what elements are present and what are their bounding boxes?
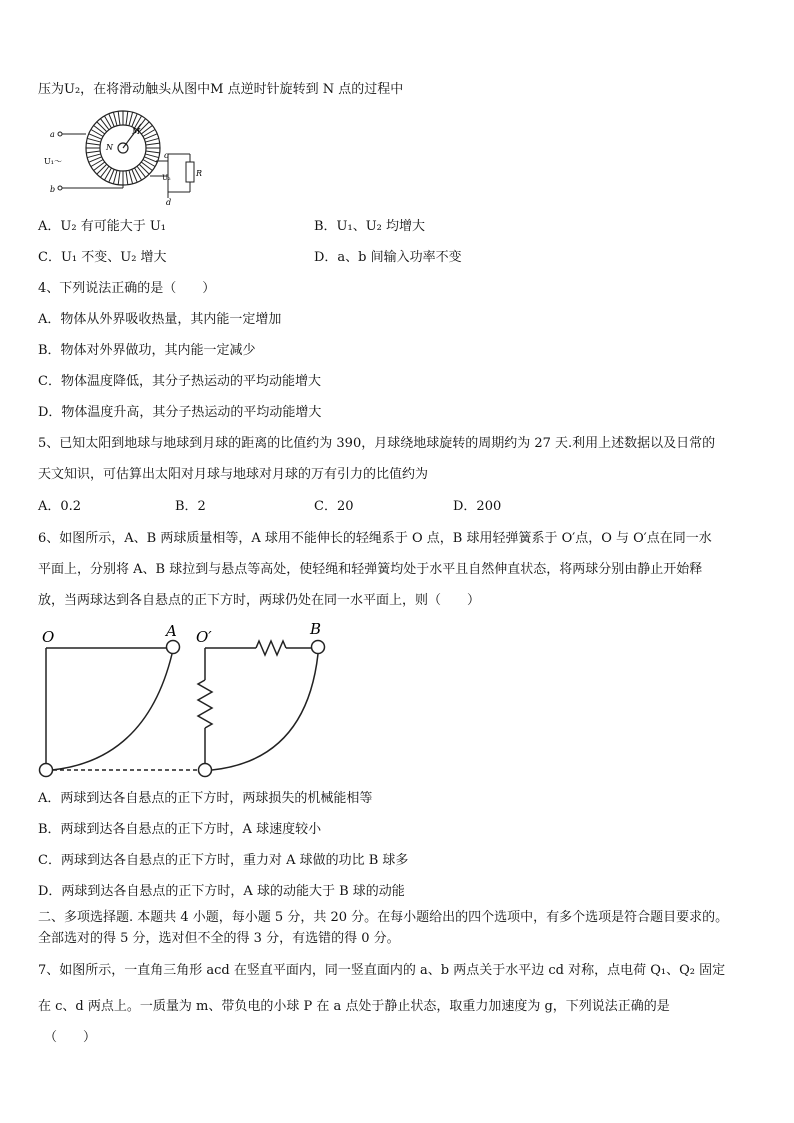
q5-stem-line1: 5、已知太阳到地球与地球到月球的距离的比值约为 390，月球绕地球旋转的周期约为 27 天.利用上述数据以及日常的 bbox=[38, 436, 716, 451]
coil-winding bbox=[129, 112, 133, 126]
q4-option-c: C．物体温度降低，其分子热运动的平均动能增大 bbox=[38, 374, 321, 389]
resistor-r-label: R bbox=[196, 169, 203, 178]
coil-winding bbox=[146, 143, 160, 145]
coil-winding bbox=[139, 164, 149, 174]
q4-option-a: A．物体从外界吸收热量，其内能一定增加 bbox=[38, 312, 282, 327]
point-c-label: c bbox=[164, 151, 169, 160]
q5-option-c: C．20 bbox=[314, 499, 354, 514]
coil-winding bbox=[113, 170, 117, 184]
q6-option-b: B．两球到达各自悬点的正下方时，A 球速度较小 bbox=[38, 822, 322, 837]
q4-option-b: B．物体对外界做功，其内能一定减少 bbox=[38, 343, 256, 358]
coil-winding bbox=[86, 151, 100, 153]
point-d-label: d bbox=[166, 198, 172, 206]
coil-winding bbox=[145, 138, 159, 142]
coil-winding bbox=[126, 111, 128, 125]
coil-winding bbox=[97, 122, 107, 132]
coil-winding bbox=[100, 119, 109, 130]
coil-winding bbox=[87, 154, 101, 158]
q3-option-a: A．U₂ 有可能大于 U₁ bbox=[38, 219, 166, 234]
point-m-label: M bbox=[132, 127, 141, 136]
q5-option-b: B．2 bbox=[175, 499, 206, 514]
q6-option-a: A．两球到达各自悬点的正下方时，两球损失的机械能相等 bbox=[38, 791, 373, 806]
q5-option-a: A．0.2 bbox=[38, 499, 82, 514]
coil-winding bbox=[129, 170, 133, 184]
q6-stem-line2: 平面上，分别将 A、B 球拉到与悬点等高处，使轻绳和轻弹簧均处于水平且自然伸直状态，将两球分别由静止开始释 bbox=[38, 562, 703, 577]
terminal-a-label: a bbox=[50, 130, 55, 139]
q3-option-b: B．U₁、U₂ 均增大 bbox=[314, 219, 426, 234]
section2-heading-line1: 二、多项选择题. 本题共 4 小题，每小题 5 分，共 20 分。在每小题给出的四个选项中，有多个选项是符合题目要求的。 bbox=[38, 910, 729, 925]
coil-winding bbox=[100, 166, 109, 177]
coil-winding bbox=[145, 154, 159, 158]
u2-label: U₂ bbox=[162, 174, 171, 182]
u1-source-label: U₁～ bbox=[44, 157, 62, 166]
q7-stem-line1: 7、如图所示，一直角三角形 acd 在竖直平面内，同一竖直面内的 a、b 两点关于水平边 cd 对称，点电荷 Q₁、Q₂ 固定 bbox=[38, 963, 726, 978]
autotransformer-figure bbox=[38, 106, 208, 206]
point-o-label: O bbox=[42, 628, 55, 646]
q6-stem-line1: 6、如图所示，A、B 两球质量相等，A 球用不能伸长的轻绳系于 O 点，B 球用轻弹簧系于 O′点，O 与 O′点在同一水 bbox=[38, 531, 712, 546]
coil-winding bbox=[87, 138, 101, 142]
coil-winding bbox=[137, 166, 146, 177]
q4-option-d: D．物体温度升高，其分子热运动的平均动能增大 bbox=[38, 405, 322, 420]
q7-stem-line2: 在 c、d 两点上。一质量为 m、带负电的小球 P 在 a 点处于静止状态，取重力加速度为 g，下列说法正确的是 bbox=[38, 999, 670, 1014]
coil-winding bbox=[94, 125, 105, 134]
ball-a-label: A bbox=[166, 622, 177, 640]
q6-option-d: D．两球到达各自悬点的正下方时，A 球的动能大于 B 球的动能 bbox=[38, 884, 405, 899]
coil-winding bbox=[113, 112, 117, 126]
coil-winding bbox=[97, 164, 107, 174]
coil-winding bbox=[118, 111, 120, 125]
coil-winding bbox=[126, 171, 128, 185]
q6-option-c: C．两球到达各自悬点的正下方时，重力对 A 球做的功比 B 球多 bbox=[38, 853, 409, 868]
point-o-prime-label: O′ bbox=[196, 628, 212, 646]
q3-option-c: C．U₁ 不变、U₂ 增大 bbox=[38, 250, 167, 265]
coil-winding bbox=[141, 162, 152, 171]
q5-option-d: D．200 bbox=[453, 499, 502, 514]
q5-stem-line2: 天文知识，可估算出太阳对月球与地球对月球的万有引力的比值约为 bbox=[38, 467, 429, 482]
intro-line: 压为U₂，在将滑动触头从图中M 点逆时针旋转到 N 点的过程中 bbox=[38, 82, 404, 97]
ball-b-label: B bbox=[310, 620, 322, 638]
q6-stem-line3: 放，当两球达到各自悬点的正下方时，两球仍处在同一水平面上，则（ ） bbox=[38, 593, 481, 608]
pendulum-spring-figure bbox=[36, 620, 336, 785]
coil-winding bbox=[139, 122, 149, 132]
coil-winding bbox=[118, 171, 120, 185]
q4-stem: 4、下列说法正确的是（ ） bbox=[38, 281, 216, 296]
coil-winding bbox=[94, 162, 105, 171]
coil-winding bbox=[86, 143, 100, 145]
section2-heading-line2: 全部选对的得 5 分，选对但不全的得 3 分，有选错的得 0 分。 bbox=[38, 931, 400, 946]
q3-option-d: D．a、b 间输入功率不变 bbox=[314, 250, 462, 265]
q7-stem-line3: （ ） bbox=[44, 1030, 97, 1045]
terminal-b-label: b bbox=[50, 185, 56, 194]
coil-winding bbox=[141, 125, 152, 134]
coil-winding bbox=[146, 151, 160, 153]
point-n-label: N bbox=[106, 143, 113, 152]
